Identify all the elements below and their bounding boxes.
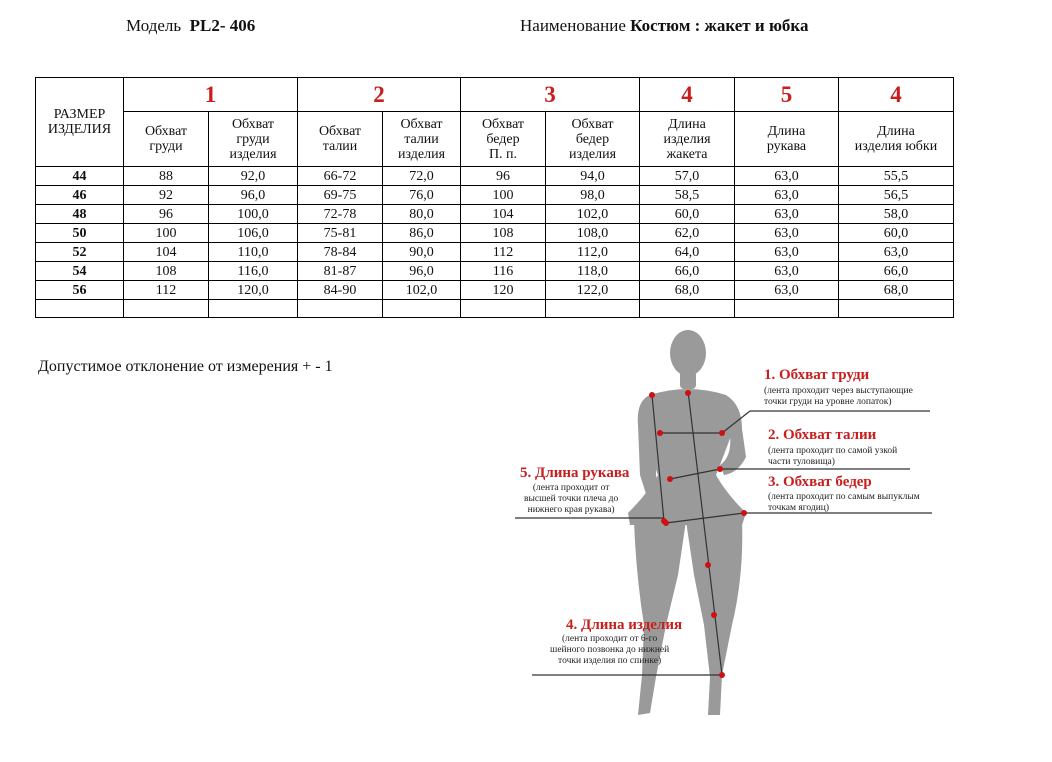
size-cell: 54 — [36, 262, 124, 281]
table-row — [36, 281, 954, 300]
column-header — [124, 112, 209, 167]
size-cell: 44 — [36, 167, 124, 186]
value-cell: 112,0 — [546, 243, 640, 262]
column-header-line: Обхват — [231, 116, 275, 132]
size-table — [35, 77, 954, 318]
value-cell: 78-84 — [298, 243, 383, 262]
value-cell: 68,0 — [640, 281, 735, 300]
column-header — [209, 112, 298, 167]
table-row — [36, 186, 954, 205]
group-number: 4 — [839, 78, 954, 112]
table-row — [36, 224, 954, 243]
value-cell: 112 — [124, 281, 209, 300]
column-header — [461, 112, 546, 167]
column-header — [383, 112, 461, 167]
value-cell: 81-87 — [298, 262, 383, 281]
value-cell: 102,0 — [546, 205, 640, 224]
waist-note — [768, 446, 897, 468]
column-header-line: Длина — [877, 124, 915, 139]
waist-note-line: (лента проходит по самой узкой — [768, 446, 898, 456]
sleeve-note-line: нижнего края рукава) — [527, 505, 615, 515]
model-label: Модель — [126, 16, 182, 35]
value-cell: 66,0 — [640, 262, 735, 281]
value-cell: 112 — [461, 243, 546, 262]
value-cell: 56,5 — [839, 186, 954, 205]
value-cell: 100 — [461, 186, 546, 205]
value-cell: 100 — [124, 224, 209, 243]
column-header-line: рукава — [766, 139, 807, 154]
value-cell: 96,0 — [383, 262, 461, 281]
table-row — [36, 167, 954, 186]
empty-cell — [383, 300, 461, 318]
column-header-line: изделия юбки — [854, 139, 938, 154]
value-cell: 88 — [124, 167, 209, 186]
sleeve-note-line: (лента проходит от — [532, 483, 610, 493]
value-cell: 63,0 — [839, 243, 954, 262]
column-header-line: жакета — [666, 146, 708, 162]
waist-title: 2. Обхват талии — [768, 427, 877, 443]
table-row — [36, 243, 954, 262]
chest-note-line: (лента проходит через выступающие — [764, 386, 913, 396]
empty-cell — [209, 300, 298, 318]
group-number: 4 — [640, 78, 735, 112]
value-cell: 108 — [461, 224, 546, 243]
empty-cell — [839, 300, 954, 318]
length-note-line: точки изделия по спинке) — [558, 656, 662, 666]
column-header-line: груди — [236, 131, 270, 147]
value-cell: 92 — [124, 186, 209, 205]
value-cell: 110,0 — [209, 243, 298, 262]
size-header-line: ИЗДЕЛИЯ — [47, 122, 112, 137]
column-header-line: изделия — [397, 146, 446, 162]
value-cell: 55,5 — [839, 167, 954, 186]
empty-cell — [461, 300, 546, 318]
value-cell: 108,0 — [546, 224, 640, 243]
empty-cell — [124, 300, 209, 318]
measurement-figure — [510, 325, 950, 725]
empty-cell — [546, 300, 640, 318]
value-cell: 62,0 — [640, 224, 735, 243]
column-header — [298, 112, 383, 167]
column-header-line: Обхват — [400, 116, 443, 132]
value-cell: 58,0 — [839, 205, 954, 224]
size-header-line: РАЗМЕР — [53, 107, 106, 122]
value-cell: 63,0 — [735, 224, 839, 243]
value-cell: 98,0 — [546, 186, 640, 205]
chest-note — [764, 386, 913, 408]
value-cell: 104 — [461, 205, 546, 224]
hips-note — [768, 492, 920, 514]
value-cell: 66,0 — [839, 262, 954, 281]
column-header-line: Обхват — [571, 116, 614, 132]
value-cell: 63,0 — [735, 186, 839, 205]
column-header-line: Обхват — [144, 124, 188, 139]
size-cell: 56 — [36, 281, 124, 300]
size-cell: 50 — [36, 224, 124, 243]
value-cell: 118,0 — [546, 262, 640, 281]
group-number: 2 — [298, 78, 461, 112]
group-header-row — [36, 78, 954, 112]
empty-row — [36, 300, 954, 318]
model-line — [126, 16, 255, 36]
column-header-line: бедер — [575, 131, 610, 147]
group-number: 1 — [124, 78, 298, 112]
column-header-line: талии — [404, 131, 439, 147]
length-title: 4. Длина изделия — [566, 617, 683, 633]
value-cell: 76,0 — [383, 186, 461, 205]
value-cell: 63,0 — [735, 243, 839, 262]
chest-title: 1. Обхват груди — [764, 367, 870, 383]
value-cell: 94,0 — [546, 167, 640, 186]
value-cell: 75-81 — [298, 224, 383, 243]
value-cell: 120 — [461, 281, 546, 300]
sleeve-note-line: высшей точки плеча до — [524, 494, 619, 504]
value-cell: 100,0 — [209, 205, 298, 224]
sleeve-note — [524, 483, 618, 516]
value-cell: 108 — [124, 262, 209, 281]
value-cell: 92,0 — [209, 167, 298, 186]
value-cell: 80,0 — [383, 205, 461, 224]
hips-title: 3. Обхват бедер — [768, 474, 872, 490]
model-value: PL2- 406 — [189, 16, 256, 35]
value-cell: 104 — [124, 243, 209, 262]
size-cell: 52 — [36, 243, 124, 262]
value-cell: 116,0 — [209, 262, 298, 281]
value-cell: 106,0 — [209, 224, 298, 243]
table-body — [36, 167, 954, 300]
value-cell: 68,0 — [839, 281, 954, 300]
hips-note-line: (лента проходит по самым выпуклым — [768, 492, 920, 502]
value-cell: 96 — [461, 167, 546, 186]
value-cell: 96,0 — [209, 186, 298, 205]
value-cell: 63,0 — [735, 281, 839, 300]
value-cell: 96 — [124, 205, 209, 224]
name-label: Наименование — [520, 16, 626, 35]
column-header-line: изделия — [663, 131, 711, 147]
value-cell: 58,5 — [640, 186, 735, 205]
column-header-line: бедер — [486, 131, 520, 147]
empty-cell — [735, 300, 839, 318]
value-cell: 63,0 — [735, 205, 839, 224]
value-cell: 90,0 — [383, 243, 461, 262]
chest-note-line: точки груди на уровне лопаток) — [764, 397, 892, 407]
value-cell: 57,0 — [640, 167, 735, 186]
name-line — [520, 16, 808, 36]
group-number: 3 — [461, 78, 640, 112]
length-note-line: шейного позвонка до нижней — [550, 645, 670, 655]
group-number: 5 — [735, 78, 839, 112]
empty-cell — [298, 300, 383, 318]
value-cell: 63,0 — [735, 167, 839, 186]
empty-cell — [640, 300, 735, 318]
value-cell: 122,0 — [546, 281, 640, 300]
size-cell: 48 — [36, 205, 124, 224]
value-cell: 72,0 — [383, 167, 461, 186]
column-header-line: Обхват — [481, 116, 525, 132]
column-header-line: изделия — [229, 146, 277, 162]
column-header-line: Длина — [767, 124, 806, 139]
value-cell: 86,0 — [383, 224, 461, 243]
column-header — [640, 112, 735, 167]
column-header-line: П. п. — [488, 146, 518, 162]
value-cell: 116 — [461, 262, 546, 281]
value-cell: 120,0 — [209, 281, 298, 300]
column-header — [546, 112, 640, 167]
hips-note-line: точкам ягодиц) — [768, 503, 830, 513]
column-header-row — [36, 112, 954, 167]
column-header — [839, 112, 954, 167]
length-note — [550, 634, 669, 667]
value-cell: 63,0 — [735, 262, 839, 281]
column-header-line: Обхват — [318, 124, 362, 139]
value-cell: 60,0 — [640, 205, 735, 224]
name-value: Костюм : жакет и юбка — [630, 16, 809, 35]
value-cell: 84-90 — [298, 281, 383, 300]
column-header-line: изделия — [568, 146, 617, 162]
value-cell: 72-78 — [298, 205, 383, 224]
column-header-line: талии — [322, 139, 358, 154]
length-note-line: (лента проходит от 6-го — [562, 634, 658, 644]
column-header-line: груди — [149, 139, 183, 154]
size-header-cell — [36, 78, 124, 167]
value-cell: 69-75 — [298, 186, 383, 205]
table-row — [36, 205, 954, 224]
value-cell: 60,0 — [839, 224, 954, 243]
size-cell: 46 — [36, 186, 124, 205]
waist-note-line: части туловища) — [768, 457, 835, 467]
sleeve-title: 5. Длина рукава — [520, 465, 630, 481]
column-header-line: Длина — [668, 116, 706, 132]
table-row — [36, 262, 954, 281]
empty-cell — [36, 300, 124, 318]
value-cell: 102,0 — [383, 281, 461, 300]
value-cell: 66-72 — [298, 167, 383, 186]
deviation-note: Допустимое отклонение от измерения + - 1 — [38, 358, 333, 375]
column-header — [735, 112, 839, 167]
value-cell: 64,0 — [640, 243, 735, 262]
